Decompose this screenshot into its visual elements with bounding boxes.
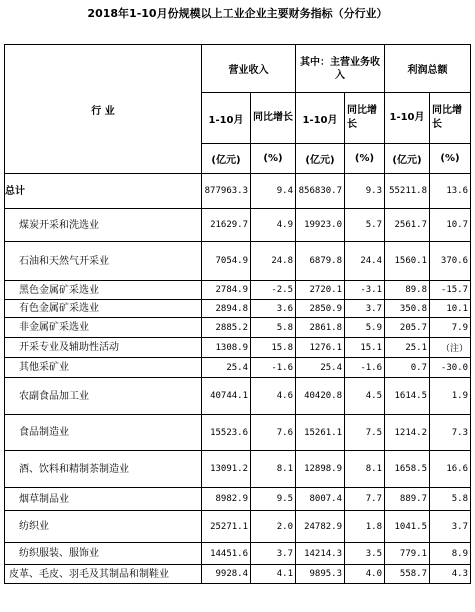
main-revenue-period-header: 1-10月 (296, 93, 345, 144)
industry-name (5, 209, 202, 242)
main-revenue-unit: (亿元) (296, 144, 345, 174)
main-revenue-growth-value: 4.5 (345, 378, 385, 415)
main-revenue-value: 24782.9 (296, 511, 345, 543)
industry-label: 黑色金属矿采选业 (19, 284, 99, 296)
profit-period-header: 1-10月 (385, 93, 430, 144)
industry-label: 总计 (5, 185, 25, 197)
industry-label: 开采专业及辅助性活动 (19, 342, 119, 353)
industry-header: 行 业 (5, 45, 202, 174)
revenue-value: 8982.9 (202, 488, 251, 511)
industry-label: 有色金属矿采选业 (19, 303, 99, 314)
revenue-growth-value: 24.8 (251, 242, 296, 281)
revenue-value: 25271.1 (202, 511, 251, 543)
main-revenue-value: 856830.7 (296, 174, 345, 209)
revenue-growth-value: 3.6 (251, 300, 296, 318)
revenue-growth-value: 4.9 (251, 209, 296, 242)
main-revenue-value: 2850.9 (296, 300, 345, 318)
profit-growth-value: 7.9 (430, 318, 471, 338)
profit-value: 779.1 (385, 543, 430, 565)
revenue-value: 1308.9 (202, 338, 251, 358)
profit-value: 1214.2 (385, 415, 430, 451)
profit-value: 558.7 (385, 565, 430, 584)
revenue-growth-value: 2.0 (251, 511, 296, 543)
industry-label: 食品制造业 (19, 427, 69, 438)
table-row (5, 300, 471, 318)
table-row (5, 543, 471, 565)
main-revenue-value: 14214.3 (296, 543, 345, 565)
profit-growth-value: 7.3 (430, 415, 471, 451)
revenue-value: 2784.9 (202, 281, 251, 300)
profit-value: 1560.1 (385, 242, 430, 281)
profit-growth-value: -15.7 (430, 281, 471, 300)
industry-label: 非金属矿采选业 (19, 322, 89, 333)
profit-growth-value: 3.7 (430, 511, 471, 543)
profit-growth-value: 10.7 (430, 209, 471, 242)
profit-value: 889.7 (385, 488, 430, 511)
revenue-growth-unit: (%) (251, 144, 296, 174)
main-revenue-growth-value: -1.6 (345, 358, 385, 378)
profit-growth-value: 4.3 (430, 565, 471, 584)
main-revenue-growth-value: 5.9 (345, 318, 385, 338)
main-revenue-value: 9895.3 (296, 565, 345, 584)
profit-header: 利润总额 (385, 45, 471, 93)
profit-value: 205.7 (385, 318, 430, 338)
main-revenue-value: 19923.0 (296, 209, 345, 242)
industry-name (5, 281, 202, 300)
main-revenue-growth-value: 1.8 (345, 511, 385, 543)
table-row (5, 318, 471, 338)
industry-name (5, 358, 202, 378)
industry-label: 皮革、毛皮、羽毛及其制品和制鞋业 (9, 568, 169, 580)
industry-label: 石油和天然气开采业 (19, 255, 109, 267)
main-revenue-growth-value: 8.1 (345, 451, 385, 488)
industry-name (5, 300, 202, 318)
industry-label: 烟草制品业 (19, 493, 69, 505)
revenue-value: 21629.7 (202, 209, 251, 242)
table-row (5, 242, 471, 281)
financial-indicators-table (4, 44, 471, 584)
profit-value: 0.7 (385, 358, 430, 378)
table-row (5, 174, 471, 209)
revenue-value: 14451.6 (202, 543, 251, 565)
profit-value: 25.1 (385, 338, 430, 358)
industry-name (5, 338, 202, 358)
industry-label: 煤炭开采和洗选业 (19, 219, 99, 231)
profit-growth-value: 16.6 (430, 451, 471, 488)
revenue-value: 13091.2 (202, 451, 251, 488)
industry-label: 纺织业 (19, 521, 49, 532)
industry-name (5, 318, 202, 338)
revenue-growth-value: 8.1 (251, 451, 296, 488)
revenue-growth-value: 5.8 (251, 318, 296, 338)
table-row (5, 209, 471, 242)
profit-growth-value: （注） (430, 338, 471, 358)
main-revenue-growth-value: 9.3 (345, 174, 385, 209)
revenue-value: 2885.2 (202, 318, 251, 338)
industry-name (5, 242, 202, 281)
industry-name (5, 543, 202, 565)
revenue-growth-value: -1.6 (251, 358, 296, 378)
industry-name (5, 415, 202, 451)
industry-name (5, 565, 202, 584)
profit-growth-value: 5.8 (430, 488, 471, 511)
profit-value: 1614.5 (385, 378, 430, 415)
main-revenue-growth-value: 7.7 (345, 488, 385, 511)
main-revenue-value: 40420.8 (296, 378, 345, 415)
main-revenue-growth-value: 3.7 (345, 300, 385, 318)
table-row (5, 511, 471, 543)
profit-growth-value: 13.6 (430, 174, 471, 209)
profit-growth-header: 同比增长 (430, 93, 471, 144)
table-row (5, 565, 471, 584)
profit-value: 2561.7 (385, 209, 430, 242)
main-revenue-value: 1276.1 (296, 338, 345, 358)
main-revenue-growth-value: 15.1 (345, 338, 385, 358)
table-row (5, 378, 471, 415)
profit-value: 1041.5 (385, 511, 430, 543)
table-row (5, 338, 471, 358)
table-row (5, 451, 471, 488)
main-revenue-value: 2720.1 (296, 281, 345, 300)
table-title: 2018年1-10月份规模以上工业企业主要财务指标（分行业） (87, 7, 388, 20)
revenue-growth-value: 15.8 (251, 338, 296, 358)
main-revenue-value: 6879.8 (296, 242, 345, 281)
main-revenue-header: 其中：主营业务收入 (296, 45, 385, 93)
profit-growth-value: 1.9 (430, 378, 471, 415)
main-revenue-growth-value: 24.4 (345, 242, 385, 281)
revenue-value: 9928.4 (202, 565, 251, 584)
revenue-growth-value: 7.6 (251, 415, 296, 451)
profit-value: 350.8 (385, 300, 430, 318)
profit-growth-value: 8.9 (430, 543, 471, 565)
table-row (5, 488, 471, 511)
industry-label: 纺织服装、服饰业 (19, 548, 99, 559)
main-revenue-growth-value: 7.5 (345, 415, 385, 451)
main-revenue-growth-value: -3.1 (345, 281, 385, 300)
industry-name (5, 511, 202, 543)
revenue-value: 25.4 (202, 358, 251, 378)
industry-label: 酒、饮料和精制茶制造业 (19, 463, 129, 475)
industry-name (5, 378, 202, 415)
main-revenue-value: 8007.4 (296, 488, 345, 511)
profit-unit: (亿元) (385, 144, 430, 174)
profit-value: 89.8 (385, 281, 430, 300)
table-row (5, 281, 471, 300)
industry-name (5, 451, 202, 488)
revenue-period-header: 1-10月 (202, 93, 251, 144)
revenue-value: 40744.1 (202, 378, 251, 415)
main-revenue-growth-header: 同比增长 (345, 93, 385, 144)
main-revenue-growth-unit: (%) (345, 144, 385, 174)
industry-name (5, 488, 202, 511)
profit-growth-value: 10.1 (430, 300, 471, 318)
main-revenue-value: 12898.9 (296, 451, 345, 488)
revenue-header: 营业收入 (202, 45, 296, 93)
main-revenue-value: 15261.1 (296, 415, 345, 451)
revenue-growth-value: 9.4 (251, 174, 296, 209)
table-row (5, 415, 471, 451)
main-revenue-value: 2861.8 (296, 318, 345, 338)
profit-growth-value: -30.0 (430, 358, 471, 378)
industry-label: 其他采矿业 (19, 362, 69, 373)
revenue-growth-value: 9.5 (251, 488, 296, 511)
revenue-unit: (亿元) (202, 144, 251, 174)
main-revenue-growth-value: 5.7 (345, 209, 385, 242)
revenue-growth-value: -2.5 (251, 281, 296, 300)
revenue-growth-value: 4.1 (251, 565, 296, 584)
revenue-value: 877963.3 (202, 174, 251, 209)
revenue-value: 7054.9 (202, 242, 251, 281)
revenue-value: 2894.8 (202, 300, 251, 318)
profit-growth-value: 370.6 (430, 242, 471, 281)
revenue-growth-header: 同比增长 (251, 93, 296, 144)
main-revenue-growth-value: 4.0 (345, 565, 385, 584)
main-revenue-value: 25.4 (296, 358, 345, 378)
table-row (5, 358, 471, 378)
revenue-value: 15523.6 (202, 415, 251, 451)
industry-name (5, 174, 202, 209)
profit-value: 1658.5 (385, 451, 430, 488)
revenue-growth-value: 4.6 (251, 378, 296, 415)
profit-value: 55211.8 (385, 174, 430, 209)
main-revenue-growth-value: 3.5 (345, 543, 385, 565)
profit-growth-unit: (%) (430, 144, 471, 174)
industry-label: 农副食品加工业 (19, 390, 89, 402)
revenue-growth-value: 3.7 (251, 543, 296, 565)
